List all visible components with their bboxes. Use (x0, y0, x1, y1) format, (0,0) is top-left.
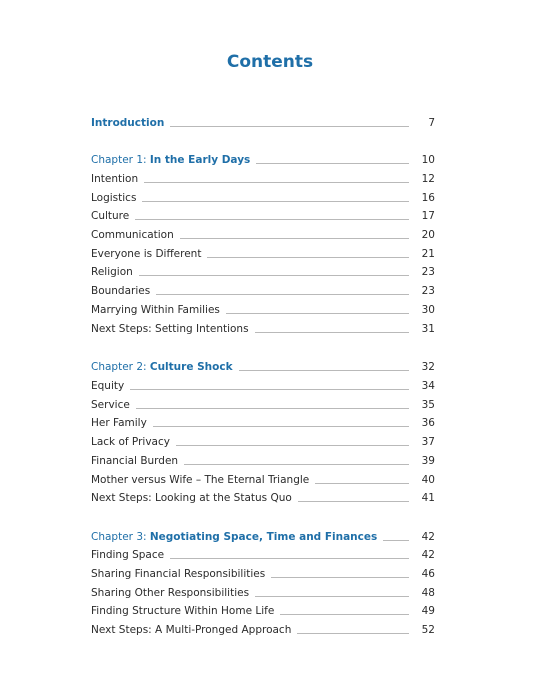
chapter-heading (91, 154, 250, 167)
toc-entry-label: Finding Structure Within Home Life (91, 605, 275, 617)
toc-entry-label: Sharing Financial Responsibilities (91, 568, 266, 580)
dot-leader (297, 633, 409, 634)
toc-chapter-1[interactable] (91, 151, 435, 167)
toc-page-number: 42 (421, 549, 435, 561)
toc-entry-label: Communication (91, 229, 174, 241)
toc-entry[interactable] (91, 245, 435, 261)
toc-page-number: 23 (421, 285, 435, 297)
toc-entry-label: Logistics (91, 192, 137, 204)
toc-page-number: 42 (421, 531, 435, 543)
toc-page-number: 46 (421, 568, 435, 580)
toc-page-number: 20 (421, 229, 435, 241)
dot-leader (130, 389, 409, 390)
toc-page-number: 7 (428, 117, 435, 129)
toc-page-number: 39 (421, 455, 435, 467)
toc-entry[interactable] (91, 263, 435, 279)
toc-entry[interactable] (91, 301, 435, 317)
dot-leader (298, 501, 409, 502)
toc-entry[interactable] (91, 452, 435, 468)
dot-leader (135, 219, 409, 220)
chapter-prefix: Chapter 3: (91, 531, 150, 543)
dot-leader (170, 558, 409, 559)
toc-entry[interactable] (91, 170, 435, 186)
dot-leader (153, 426, 409, 427)
toc-page-number: 52 (421, 624, 435, 636)
toc-page-number: 36 (421, 417, 435, 429)
toc-entry[interactable] (91, 621, 435, 637)
dot-leader (315, 483, 409, 484)
toc-entry-label: Culture (91, 210, 130, 222)
toc-chapter-3[interactable] (91, 528, 435, 544)
toc-page-number: 16 (421, 192, 435, 204)
toc-page-number: 34 (421, 380, 435, 392)
dot-leader (142, 201, 409, 202)
toc-entry-label: Lack of Privacy (91, 436, 170, 448)
toc-entry[interactable] (91, 546, 435, 562)
toc-entry[interactable] (91, 320, 435, 336)
toc-page-number: 41 (421, 492, 435, 504)
toc-entry-label: Finding Space (91, 549, 165, 561)
toc-page-number: 35 (421, 399, 435, 411)
toc-entry[interactable] (91, 226, 435, 242)
dot-leader (226, 313, 409, 314)
toc-entry-label: Sharing Other Responsibilities (91, 587, 250, 599)
toc-entry[interactable] (91, 396, 435, 412)
dot-leader (156, 294, 409, 295)
toc-entry[interactable] (91, 565, 435, 581)
toc-page-number: 21 (421, 248, 435, 260)
toc-entry-label: Religion (91, 266, 133, 278)
toc-entry-label: Next Steps: A Multi-Pronged Approach (91, 624, 292, 636)
dot-leader (170, 126, 409, 127)
toc-page-number: 37 (421, 436, 435, 448)
dot-leader (184, 464, 409, 465)
toc-entry[interactable] (91, 189, 435, 205)
dot-leader (280, 614, 409, 615)
toc-entry-label: Everyone is Different (91, 248, 202, 260)
toc-page-number: 23 (421, 266, 435, 278)
toc-entry[interactable] (91, 414, 435, 430)
chapter-heading (91, 531, 377, 544)
toc-chapter-2[interactable] (91, 358, 435, 374)
dot-leader (239, 370, 409, 371)
dot-leader (136, 408, 409, 409)
chapter-title: Culture Shock (149, 361, 233, 373)
chapter-title: In the Early Days (149, 154, 251, 166)
toc-page-number: 30 (421, 304, 435, 316)
toc-page-number: 12 (421, 173, 435, 185)
toc-page-number: 10 (421, 154, 435, 166)
toc-entry-label: Marrying Within Families (91, 304, 220, 316)
toc-entry[interactable] (91, 489, 435, 505)
toc-entry-label: Service (91, 399, 130, 411)
dot-leader (383, 540, 409, 541)
dot-leader (144, 182, 409, 183)
toc-page-number: 49 (421, 605, 435, 617)
toc-entry[interactable] (91, 433, 435, 449)
page-title: Contents (226, 52, 314, 72)
toc-entry[interactable] (91, 207, 435, 223)
dot-leader (180, 238, 409, 239)
dot-leader (271, 577, 409, 578)
toc-entry[interactable] (91, 584, 435, 600)
toc-entry-introduction[interactable] (91, 114, 435, 130)
toc-entry-label: Boundaries (91, 285, 151, 297)
chapter-prefix: Chapter 1: (91, 154, 150, 166)
dot-leader (139, 275, 409, 276)
toc-entry[interactable] (91, 602, 435, 618)
toc-entry-label: Intention (91, 173, 139, 185)
toc-entry[interactable] (91, 282, 435, 298)
dot-leader (176, 445, 409, 446)
toc-entry-label: Equity (91, 380, 125, 392)
toc-entry-label: Mother versus Wife – The Eternal Triangle (91, 474, 310, 486)
toc-entry-label: Next Steps: Looking at the Status Quo (91, 492, 292, 504)
toc-entry[interactable] (91, 471, 435, 487)
dot-leader (255, 332, 409, 333)
dot-leader (207, 257, 409, 258)
toc-page-number: 40 (421, 474, 435, 486)
chapter-heading (91, 361, 233, 374)
toc-page-number: 17 (421, 210, 435, 222)
toc-entry-label: Introduction (91, 117, 165, 129)
dot-leader (255, 596, 409, 597)
dot-leader (256, 163, 409, 164)
toc-page-number: 31 (421, 323, 435, 335)
toc-entry-label: Financial Burden (91, 455, 179, 467)
toc-entry[interactable] (91, 377, 435, 393)
chapter-prefix: Chapter 2: (91, 361, 150, 373)
toc-page-number: 32 (421, 361, 435, 373)
toc-page-number: 48 (421, 587, 435, 599)
chapter-title: Negotiating Space, Time and Finances (149, 531, 378, 543)
toc-entry-label: Her Family (91, 417, 147, 429)
toc-entry-label: Next Steps: Setting Intentions (91, 323, 249, 335)
